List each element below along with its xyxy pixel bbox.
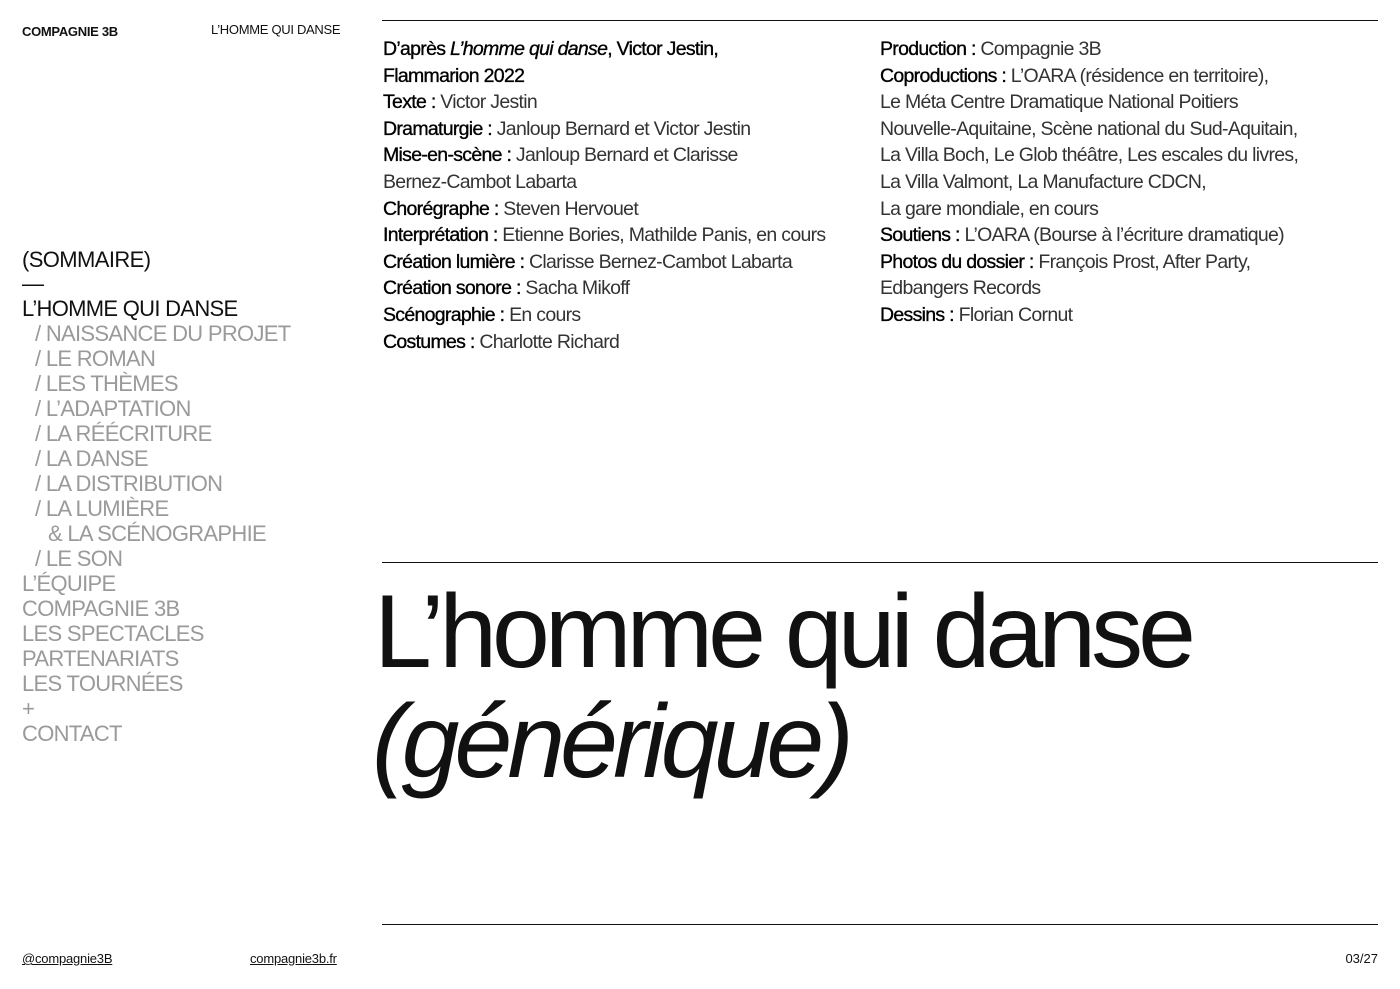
toc-item-reecriture[interactable]: / LA RÉÉCRITURE — [35, 421, 212, 446]
credit-row: Dramaturgie : Janloup Bernard et Victor Jestin — [383, 117, 751, 140]
credit-row: Soutiens : L’OARA (Bourse à l’écriture dramatique) — [880, 224, 1284, 247]
brand-name: COMPAGNIE 3B — [22, 24, 118, 39]
toc-item-partenariats[interactable]: PARTENARIATS — [22, 646, 179, 671]
credit-row: Costumes : Charlotte Richard — [383, 330, 620, 353]
credit-row: Coproductions : L’OARA (résidence en territoire), — [880, 64, 1269, 87]
website-link[interactable]: compagnie3b.fr — [250, 951, 337, 966]
credit-row: Mise-en-scène : Janloup Bernard et Clarisse — [383, 144, 738, 167]
source-book-title: L’homme qui danse — [450, 38, 608, 60]
toc-item-themes[interactable]: / LES THÈMES — [35, 371, 178, 396]
credit-row: Production : Compagnie 3B — [880, 38, 1101, 60]
credit-row: Texte : Victor Jestin — [383, 91, 538, 114]
toc-item-naissance[interactable]: / NAISSANCE DU PROJET — [35, 321, 291, 346]
credits-left — [383, 36, 825, 355]
toc-item-danse[interactable]: / LA DANSE — [35, 446, 148, 471]
document-title: L’HOMME QUI DANSE — [211, 22, 341, 37]
source-suffix: , Victor Jestin, — [607, 38, 719, 60]
instagram-link[interactable]: @compagnie3B — [22, 951, 113, 966]
toc-item-distribution[interactable]: / LA DISTRIBUTION — [35, 471, 223, 496]
page-number: 03/27 — [1345, 951, 1378, 966]
toc-item-contact[interactable]: CONTACT — [22, 721, 122, 746]
credit-source-publisher: Flammarion 2022 — [383, 64, 525, 87]
main-subtitle: (générique) — [372, 684, 849, 800]
credit-row: La Villa Valmont, La Manufacture CDCN, — [880, 170, 1207, 193]
toc-title: (SOMMAIRE) — [22, 247, 151, 272]
table-of-contents — [22, 296, 290, 746]
toc-item-scenographie[interactable]: & LA SCÉNOGRAPHIE — [48, 521, 266, 546]
toc-dash: — — [22, 271, 44, 296]
credit-row: Création sonore : Sacha Mikoff — [383, 277, 630, 300]
top-divider — [382, 20, 1378, 21]
credit-row: Dessins : Florian Cornut — [880, 303, 1073, 326]
bottom-divider — [382, 924, 1378, 925]
credit-row: Création lumière : Clarisse Bernez-Cambot Labarta — [383, 250, 792, 273]
toc-item-tournees[interactable]: LES TOURNÉES — [22, 671, 183, 696]
toc-item-roman[interactable]: / LE ROMAN — [35, 346, 156, 371]
credit-row: Scénographie : En cours — [383, 303, 581, 326]
credit-row: Le Méta Centre Dramatique National Poitiers — [880, 91, 1238, 114]
toc-item-equipe[interactable]: L’ÉQUIPE — [22, 571, 116, 596]
credit-row: Photos du dossier : François Prost, After Party, — [880, 250, 1251, 273]
credit-source — [383, 36, 825, 63]
main-title: L’homme qui danse — [374, 574, 1191, 690]
source-prefix: D’après — [383, 38, 451, 60]
toc-item-homme-qui-danse[interactable]: L’HOMME QUI DANSE — [22, 296, 238, 321]
credit-row: Nouvelle-Aquitaine, Scène national du Sud-Aquitain, — [880, 117, 1298, 140]
toc-separator-plus: + — [22, 696, 35, 721]
toc-item-son[interactable]: / LE SON — [35, 546, 123, 571]
toc-item-compagnie[interactable]: COMPAGNIE 3B — [22, 596, 180, 621]
credit-row: Interprétation : Etienne Bories, Mathilde Panis, en cours — [383, 224, 826, 247]
toc-item-spectacles[interactable]: LES SPECTACLES — [22, 621, 204, 646]
title-divider — [382, 562, 1378, 563]
credit-row: Chorégraphe : Steven Hervouet — [383, 197, 639, 220]
toc-item-lumiere[interactable]: / LA LUMIÈRE — [35, 496, 169, 521]
credit-row: La Villa Boch, Le Glob théâtre, Les escales du livres, — [880, 144, 1299, 167]
credits-right — [880, 36, 1298, 329]
credit-row: La gare mondiale, en cours — [880, 197, 1099, 220]
toc-item-adaptation[interactable]: / L’ADAPTATION — [35, 396, 191, 421]
credit-row: Edbangers Records — [880, 277, 1041, 300]
credit-row: Bernez-Cambot Labarta — [383, 170, 577, 193]
